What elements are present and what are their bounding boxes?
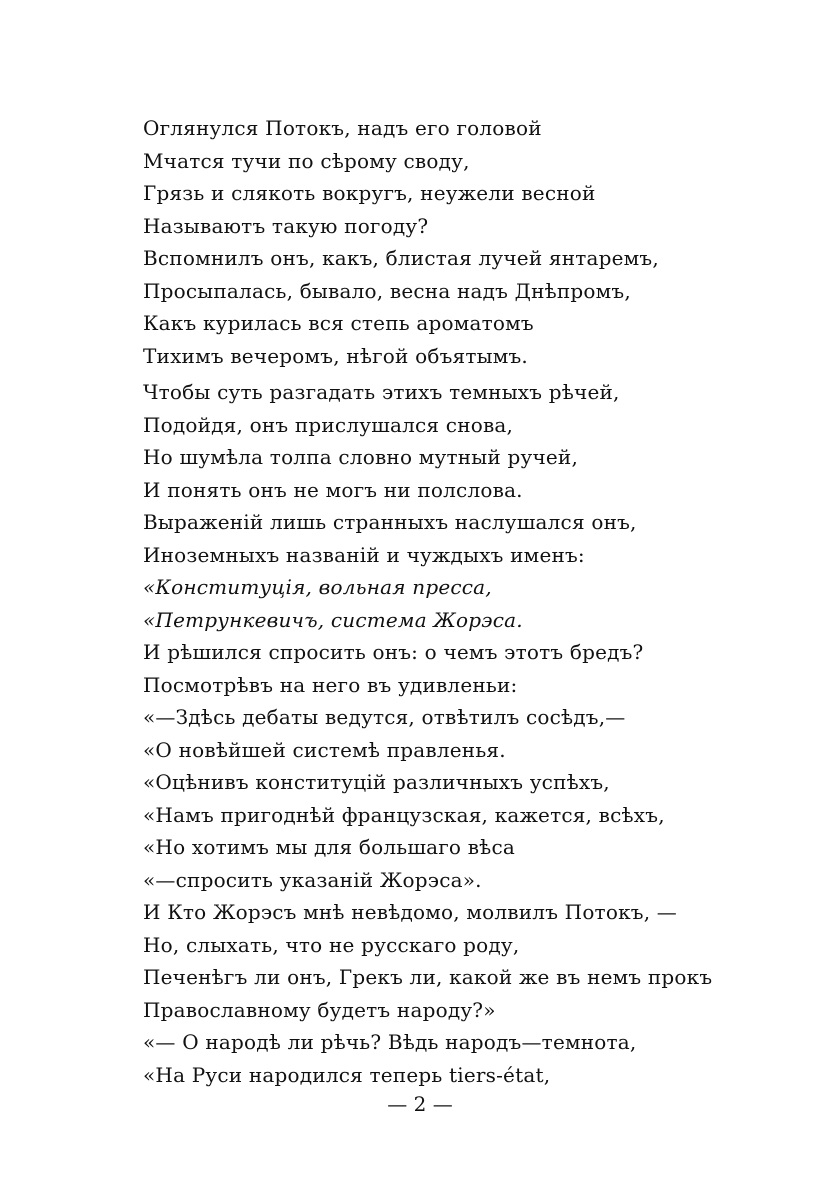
poem-line: Тихимъ вечеромъ, нѣгой объятымъ. xyxy=(143,343,528,368)
poem-line: И Кто Жорэсъ мнѣ невѣдомо, молвилъ Потокъ, — xyxy=(143,900,678,924)
poem-line-italic: «Петрункевичъ, система Жорэса. xyxy=(143,607,523,632)
poem-line: Мчатся тучи по сѣрому своду, xyxy=(143,148,470,173)
poem-line: Православному будетъ народу?» xyxy=(143,997,496,1022)
poem-line-italic: «Конституція, вольная пресса, xyxy=(143,575,492,599)
poem-line: Подойдя, онъ прислушался снова, xyxy=(143,412,514,437)
poem-line: «—спросить указаній Жорэса». xyxy=(143,867,482,892)
poem-line: «О новѣйшей системѣ правленья. xyxy=(143,737,506,762)
poem-line: Но шумѣла толпа словно мутный ручей, xyxy=(143,445,579,469)
poem-line: Называютъ такую погоду? xyxy=(143,213,429,238)
poem-line: «Но хотимъ мы для большаго вѣса xyxy=(143,835,515,859)
poem-line: «—Здѣсь дебаты ведутся, отвѣтилъ сосѣдъ,— xyxy=(143,705,626,729)
stanza-3 xyxy=(143,636,703,896)
poem-line: Оглянулся Потокъ, надъ его головой xyxy=(143,116,542,140)
poem-line: И рѣшился спросить онъ: о чемъ этотъ бредъ? xyxy=(143,640,644,664)
page-number: — 2 — xyxy=(387,1092,453,1116)
poem-line: «— О народѣ ли рѣчь? Вѣдь народъ—темнота, xyxy=(143,1030,637,1054)
poem-line: Грязь и слякоть вокругъ, неужели весной xyxy=(143,181,596,205)
poem-line: Посмотрѣвъ на него въ удивленьи: xyxy=(143,672,518,697)
stanza-1 xyxy=(143,112,703,372)
poem-line: Просыпалась, бывало, весна надъ Днѣпромъ, xyxy=(143,278,631,303)
poem-line: «Оцѣнивъ конституцій различныхъ успѣхъ, xyxy=(143,770,610,794)
poem-line: Чтобы суть разгадать этихъ темныхъ рѣчей, xyxy=(143,380,620,404)
stanza-4 xyxy=(143,896,713,1091)
poem-line: «На Руси народился теперь tiers-état, xyxy=(143,1062,551,1087)
poem-line: Печенѣгъ ли онъ, Грекъ ли, какой же въ немъ прокъ xyxy=(143,965,713,989)
poem-line: Иноземныхъ названій и чуждыхъ именъ: xyxy=(143,542,585,567)
poem-line: И понять онъ не могъ ни полслова. xyxy=(143,477,523,502)
poem-line: Какъ курилась вся степь ароматомъ xyxy=(143,311,534,335)
poem-line: Вспомнилъ онъ, какъ, блистая лучей янтаремъ, xyxy=(143,246,659,270)
poem-line: Выраженій лишь странныхъ наслушался онъ, xyxy=(143,510,637,534)
poem-line: «Намъ пригоднѣй французская, кажется, всѣхъ, xyxy=(143,802,665,827)
stanza-2 xyxy=(143,376,703,636)
poem-line: Но, слыхать, что не русскаго роду, xyxy=(143,932,520,957)
